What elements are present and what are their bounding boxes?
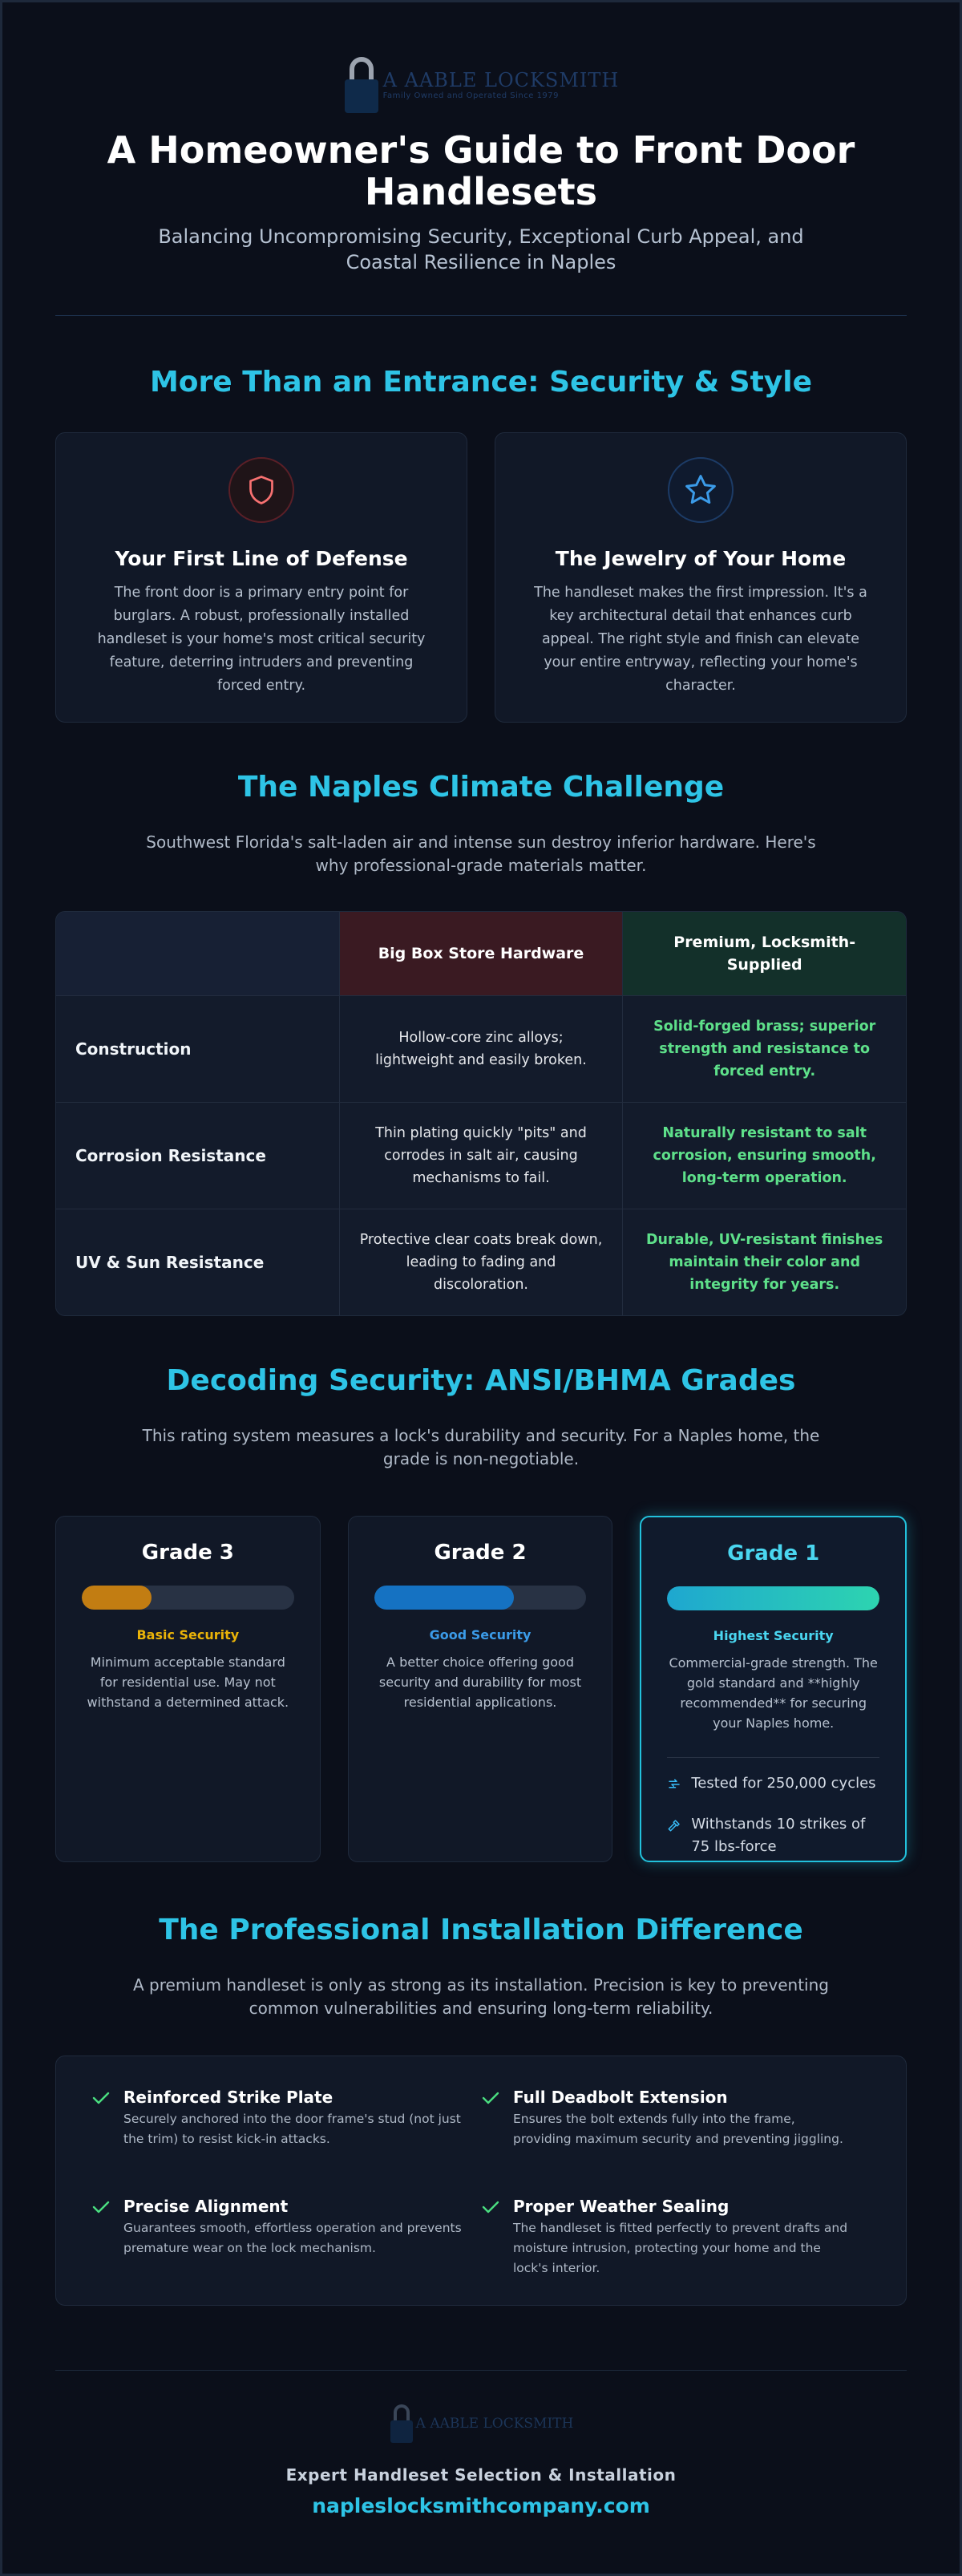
grade-feature (667, 1813, 879, 1858)
check-icon (91, 2090, 111, 2106)
website-link[interactable]: napleslocksmithcompany.com (312, 2494, 650, 2517)
premium-cell: Solid-forged brass; superior strength and resistance to forced entry. (622, 996, 906, 1102)
footer-tagline: Expert Handleset Selection & Installation (285, 2465, 677, 2485)
list-item (481, 2196, 871, 2303)
feature-title: Your First Line of Defense (115, 547, 408, 570)
install-item-text: The handleset is fitted perfectly to prevent drafts and moisture intrusion, protecting your home and the lock's interior. (513, 2221, 848, 2275)
footer-divider (55, 2370, 907, 2371)
install-item-title: Proper Weather Sealing (513, 2197, 730, 2216)
security-section-title: More Than an Entrance: Security & Style (149, 366, 813, 399)
padlock-icon (389, 2403, 414, 2444)
check-icon (481, 2090, 500, 2106)
grade-level: Good Security (429, 1627, 532, 1642)
grade-strength-bar (667, 1586, 879, 1610)
grade-feature-text: Withstands 10 strikes of 75 lbs-force (691, 1816, 866, 1855)
shield-icon (247, 474, 276, 506)
grade-card-2 (348, 1516, 613, 1862)
premium-cell: Naturally resistant to salt corrosion, ensuring smooth, long-term operation. (622, 1103, 906, 1209)
grade-name: Grade 1 (727, 1541, 820, 1565)
company-logo (55, 52, 907, 116)
star-icon-badge (668, 457, 734, 523)
grade-description: Minimum acceptable standard for residential use. May not withstand a determined attack. (87, 1655, 289, 1710)
grade-name: Grade 2 (434, 1541, 527, 1565)
feature-cards (55, 432, 907, 723)
grade-bar-fill (374, 1586, 515, 1610)
install-item-title: Full Deadbolt Extension (513, 2088, 728, 2107)
grade-strength-bar (374, 1586, 587, 1610)
grade-feature (667, 1772, 879, 1799)
install-checklist (55, 2056, 907, 2306)
row-label: Corrosion Resistance (75, 1146, 266, 1165)
grade-strength-bar (82, 1586, 294, 1610)
premium-cell: Durable, UV-resistant finishes maintain their color and integrity for years. (622, 1209, 906, 1315)
row-label: UV & Sun Resistance (75, 1253, 265, 1272)
footer-logo-name: A AABLE LOCKSMITH (415, 2416, 574, 2432)
grade-bar-fill (667, 1586, 879, 1610)
climate-intro: Southwest Florida's salt-laden air and intense sun destroy inferior hardware. Here's why professional-grade materials matter. (146, 832, 816, 875)
list-item (91, 2087, 481, 2194)
table-header-cell (56, 912, 339, 995)
climate-section-title: The Naples Climate Challenge (237, 771, 725, 804)
big-box-cell: Hollow-core zinc alloys; lightweight and easily broken. (339, 996, 623, 1102)
grade-feature-text: Tested for 250,000 cycles (691, 1775, 876, 1792)
big-box-cell: Thin plating quickly "pits" and corrodes in salt air, causing mechanisms to fail. (339, 1103, 623, 1209)
install-item-title: Precise Alignment (123, 2197, 289, 2216)
feature-card-defense (55, 432, 467, 723)
table-row (56, 995, 906, 1102)
grade-level: Basic Security (136, 1627, 240, 1642)
install-section-title: The Professional Installation Difference (159, 1914, 803, 1946)
footer-logo (55, 2401, 907, 2446)
big-box-cell: Protective clear coats break down, leading to fading and discoloration. (339, 1209, 623, 1315)
grade-description: Commercial-grade strength. The gold standard and **highly recommended** for securing your Naples home. (669, 1655, 878, 1731)
grade-card-1 (640, 1516, 907, 1862)
shield-icon-badge (228, 457, 294, 523)
list-item (91, 2196, 481, 2303)
page-title: A Homeowner's Guide to Front Door Handlesets (107, 128, 855, 213)
feature-text: The handleset makes the first impression. It's a key architectural detail that enhances curb appeal. The right style and finish can elevate your entire entryway, reflecting your home's character. (534, 585, 867, 694)
check-icon (481, 2199, 500, 2215)
feature-text: The front door is a primary entry point for burglars. A robust, professionally installed handleset is your home's most critical security feature, deterring intruders and preventing forced entry. (97, 585, 426, 694)
install-item-title: Reinforced Strike Plate (123, 2088, 333, 2107)
cycle-icon (667, 1777, 681, 1792)
grade-card-3 (55, 1516, 321, 1862)
list-item (481, 2087, 871, 2194)
table-row (56, 1209, 906, 1315)
page-subtitle: Balancing Uncompromising Security, Exceptional Curb Appeal, and Coastal Resilience in Naples (158, 225, 804, 273)
check-icon (91, 2199, 111, 2215)
grade-description: A better choice offering good security and durability for most residential applications. (378, 1655, 582, 1710)
grade-bar-fill (82, 1586, 152, 1610)
grade-level: Highest Security (713, 1628, 834, 1643)
table-header-big-box: Big Box Store Hardware (339, 912, 623, 995)
install-item-text: Guarantees smooth, effortless operation and prevents premature wear on the lock mechanism. (123, 2221, 462, 2255)
grade-cards (55, 1516, 907, 1862)
install-item-text: Ensures the bolt extends fully into the frame, providing maximum security and preventing jiggling. (513, 2112, 843, 2146)
feature-card-jewelry (495, 432, 907, 723)
logo-name: A AABLE LOCKSMITH (382, 68, 620, 91)
star-icon (683, 472, 718, 508)
table-header-premium: Premium, Locksmith-Supplied (622, 912, 906, 995)
logo-tagline: Family Owned and Operated Since 1979 (382, 91, 560, 100)
install-item-text: Securely anchored into the door frame's stud (not just the trim) to resist kick-in attacks. (123, 2112, 461, 2146)
table-row (56, 1102, 906, 1209)
grade-name: Grade 3 (141, 1541, 234, 1565)
feature-title: The Jewelry of Your Home (555, 547, 847, 570)
header-divider (55, 315, 907, 316)
hammer-icon (667, 1818, 681, 1833)
grades-intro: This rating system measures a lock's durability and security. For a Naples home, the grade is non-negotiable. (142, 1426, 820, 1468)
grade-divider (667, 1757, 879, 1758)
table-header-row (56, 912, 906, 995)
grades-section-title: Decoding Security: ANSI/BHMA Grades (166, 1364, 796, 1397)
row-label: Construction (75, 1039, 192, 1059)
comparison-table (55, 911, 907, 1316)
footer (55, 2401, 907, 2517)
install-intro: A premium handleset is only as strong as its installation. Precision is key to preventing common vulnerabilities and ensuring long-term reliability. (133, 1975, 829, 2018)
padlock-icon (343, 55, 380, 113)
